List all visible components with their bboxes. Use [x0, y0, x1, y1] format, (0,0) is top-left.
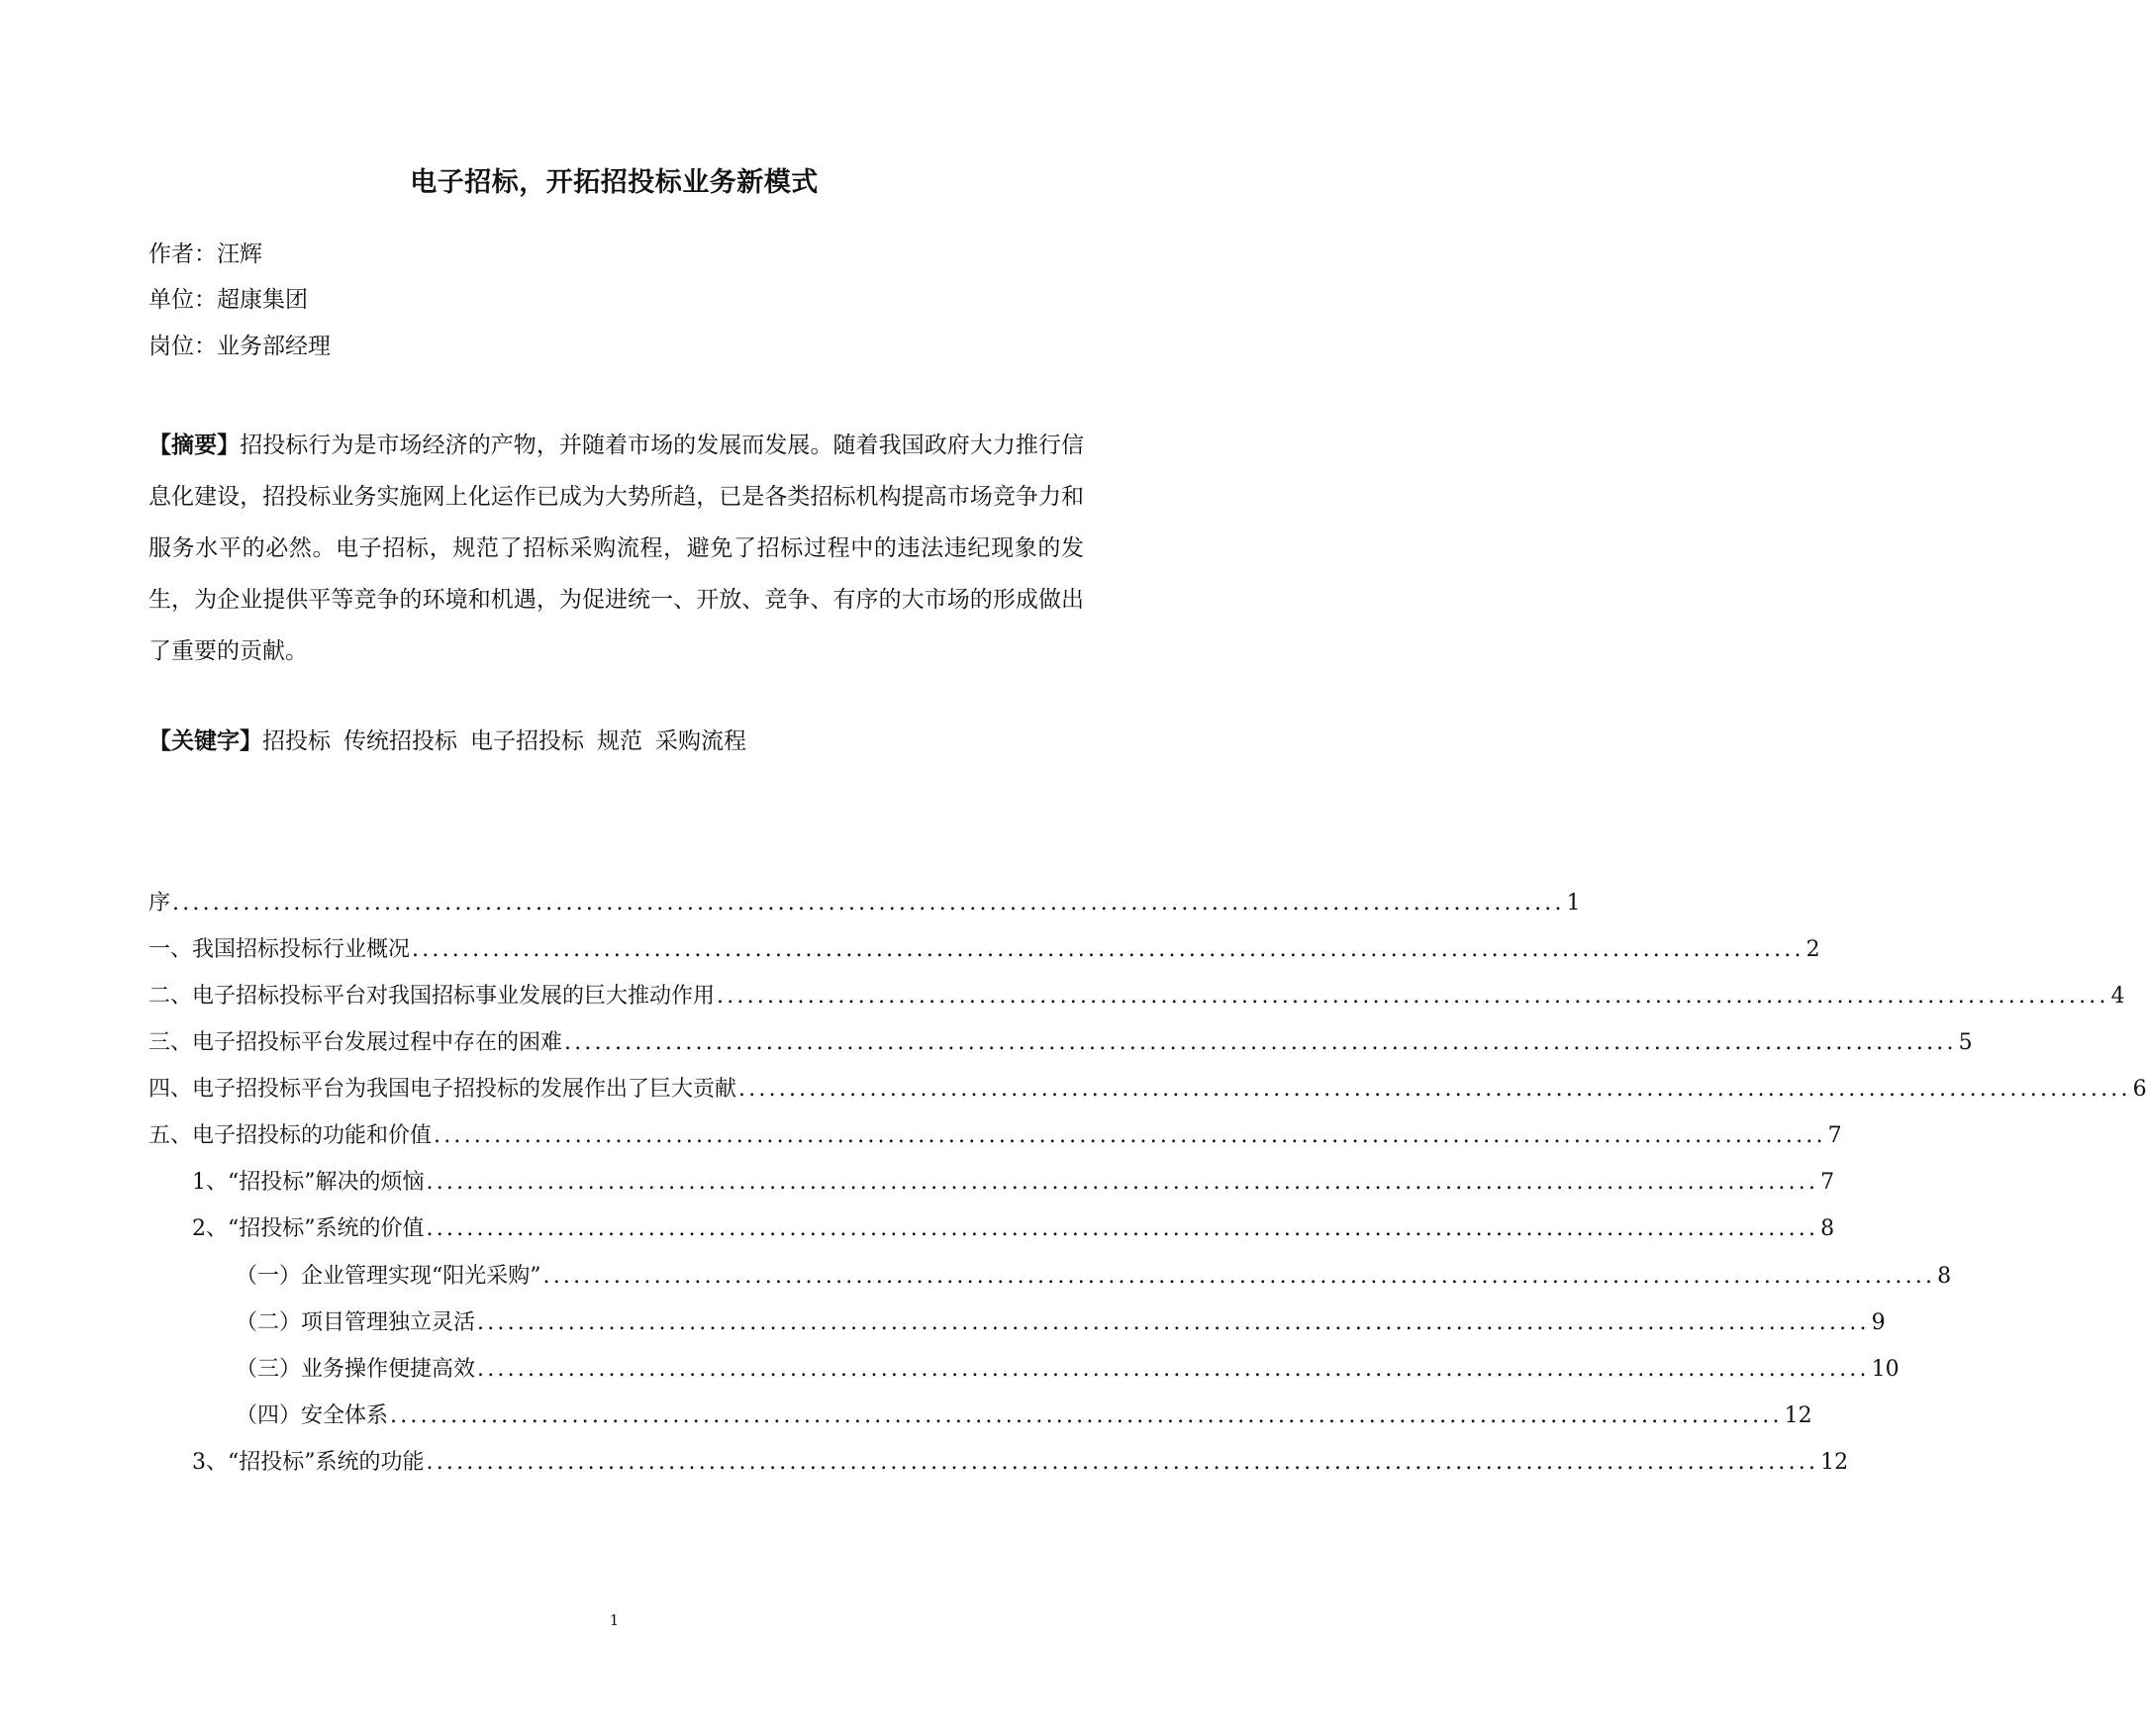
toc-entry [148, 1027, 1973, 1059]
toc-leader-dots: .......................................................................................................................................... [738, 1077, 2131, 1102]
toc-entry-page: 7 [1827, 1123, 1842, 1148]
toc-entry-label: 三、电子招投标平台发展过程中存在的困难 [148, 1030, 563, 1055]
toc-leader-dots: .......................................................................................................................................... [426, 1170, 1819, 1195]
abstract-paragraph [148, 420, 1084, 677]
toc-entry-page: 4 [2110, 984, 2125, 1009]
toc-entry-label: （四）安全体系 [236, 1403, 389, 1428]
toc-entry [148, 934, 1820, 966]
toc-entry-label: 2、“招投标”系统的价值 [192, 1216, 425, 1241]
toc-leader-dots: .......................................................................................................................................... [426, 1216, 1819, 1241]
toc-entry-label: 一、我国招标投标行业概况 [148, 937, 411, 962]
unit-line: 单位：超康集团 [148, 287, 308, 313]
toc-entry-label: 五、电子招投标的功能和价值 [148, 1123, 433, 1148]
toc-leader-dots: .......................................................................................................................................... [434, 1123, 1826, 1148]
toc-entry [192, 1447, 1849, 1479]
document-title: 电子招标，开拓招投标业务新模式 [410, 167, 819, 198]
toc-entry [148, 1120, 1842, 1152]
keyword: 采购流程 [655, 728, 746, 754]
toc-leader-dots: .......................................................................................................................................... [412, 937, 1805, 962]
toc-leader-dots: .......................................................................................................................................... [564, 1030, 1957, 1055]
toc-entry-page: 7 [1820, 1170, 1835, 1195]
toc-entry [148, 888, 1581, 919]
toc-entry-page: 5 [1958, 1030, 1973, 1055]
toc-entry-page: 1 [1566, 891, 1581, 916]
toc-leader-dots: .......................................................................................................................................... [426, 1450, 1819, 1475]
toc-entry-label: （三）业务操作便捷高效 [236, 1357, 476, 1382]
toc-entry-label: 四、电子招投标平台为我国电子招投标的发展作出了巨大贡献 [148, 1077, 737, 1102]
keyword: 规范 [597, 728, 642, 754]
toc-entry-label: 3、“招投标”系统的功能 [192, 1450, 425, 1475]
toc-entry [236, 1400, 1812, 1432]
toc-entry-label: 1、“招投标”解决的烦恼 [192, 1170, 425, 1195]
toc-entry-page: 8 [1820, 1216, 1835, 1241]
keywords-label: 【关键字】 [148, 728, 262, 754]
toc-leader-dots: .......................................................................................................................................... [172, 891, 1565, 916]
keyword: 电子招投标 [470, 728, 584, 754]
toc-entry-page: 8 [1937, 1264, 1952, 1289]
author-line: 作者：汪辉 [148, 241, 262, 267]
toc-entry [148, 1074, 2147, 1106]
toc-entry [192, 1167, 1835, 1199]
toc-entry [236, 1261, 1952, 1293]
abstract-text: 招投标行为是市场经济的产物，并随着市场的发展而发展。随着我国政府大力推行信息化建设，招投标业务实施网上化运作已成为大势所趋，已是各类招标机构提高市场竞争力和服务水平的必然。电子招标，规范了招标采购流程，避免了招标过程中的违法违纪现象的发生，为企业提供平等竞争的环境和机遇，为促进统一、开放、竞争、有序的大市场的形成做出了重要的贡献。 [148, 433, 1085, 664]
toc-entry [148, 981, 2125, 1013]
keyword: 传统招投标 [343, 728, 457, 754]
toc-entry [236, 1354, 1900, 1386]
toc-leader-dots: .......................................................................................................................................... [390, 1403, 1783, 1428]
toc-entry-label: （一）企业管理实现“阳光采购” [236, 1264, 541, 1289]
keyword: 招投标 [262, 728, 331, 754]
toc-entry-page: 6 [2132, 1077, 2147, 1102]
toc-entry [236, 1307, 1886, 1339]
toc-leader-dots: .......................................................................................................................................... [477, 1357, 1870, 1382]
toc-entry [192, 1213, 1835, 1245]
abstract-label: 【摘要】 [148, 433, 241, 458]
toc-entry-label: （二）项目管理独立灵活 [236, 1310, 476, 1335]
toc-entry-label: 二、电子招标投标平台对我国招标事业发展的巨大推动作用 [148, 984, 716, 1009]
position-line: 岗位：业务部经理 [148, 334, 331, 359]
page-number: 1 [609, 1611, 620, 1629]
toc-leader-dots: .......................................................................................................................................... [542, 1264, 1936, 1289]
toc-entry-page: 12 [1820, 1450, 1849, 1475]
toc-entry-page: 2 [1805, 937, 1820, 962]
keywords-line [148, 726, 759, 756]
toc-entry-page: 12 [1784, 1403, 1812, 1428]
toc-leader-dots: .......................................................................................................................................... [717, 984, 2109, 1009]
toc-entry-page: 9 [1871, 1310, 1886, 1335]
toc-entry-label: 序 [148, 891, 171, 916]
toc-entry-page: 10 [1871, 1357, 1900, 1382]
toc-leader-dots: .......................................................................................................................................... [477, 1310, 1870, 1335]
